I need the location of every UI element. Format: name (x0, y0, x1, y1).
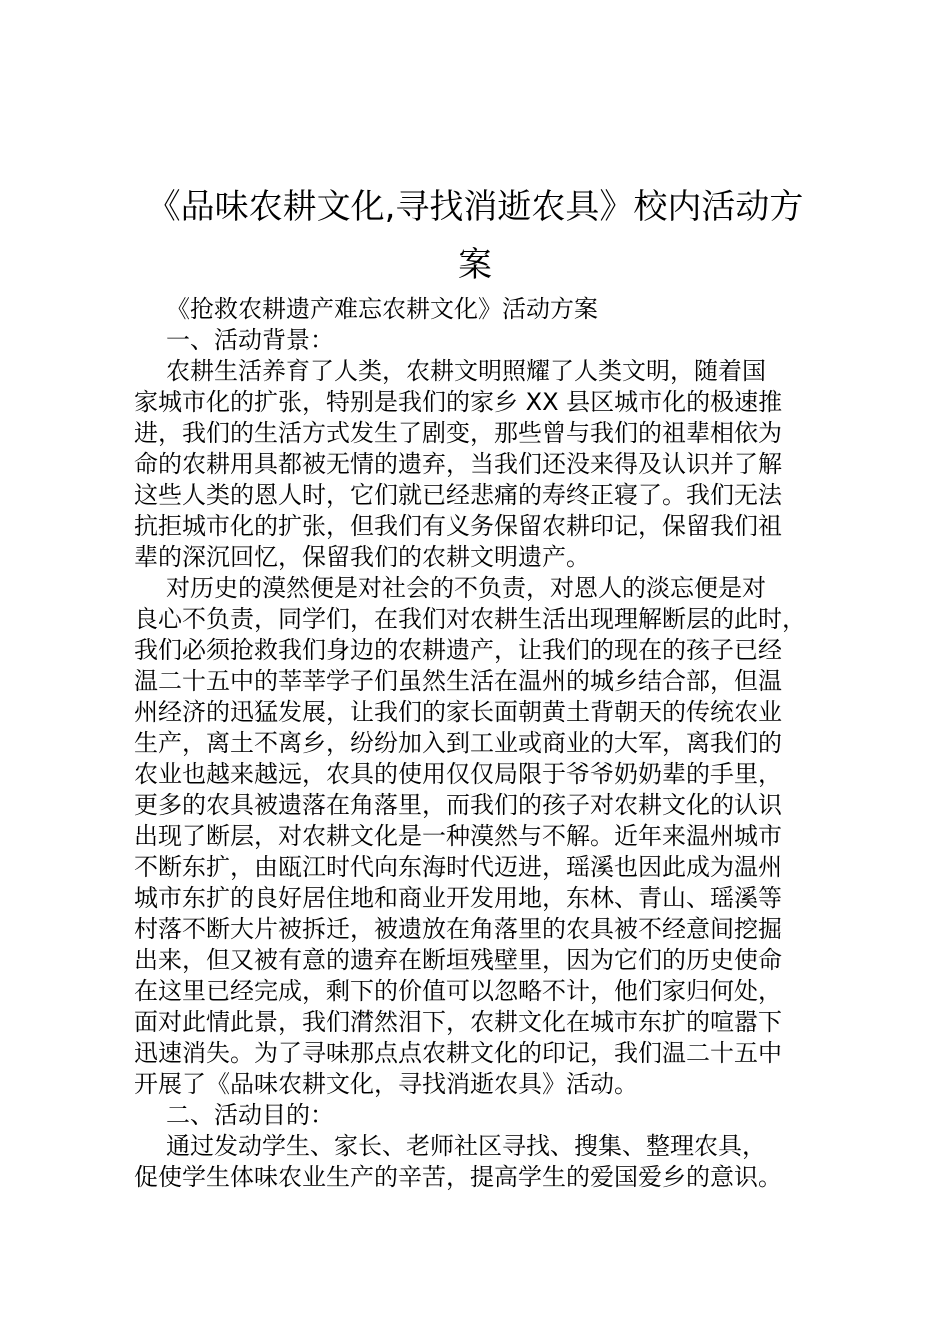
subtitle: 《抢救农耕遗产难忘农耕文化》活动方案 (166, 295, 598, 323)
paragraph-line: 对历史的漠然便是对社会的不负责，对恩人的淡忘便是对 (166, 574, 766, 602)
paragraph-line: 家城市化的扩张，特别是我们的家乡 XX 县区城市化的极速推 (134, 388, 783, 416)
paragraph-line: 出来，但又被有意的遗弃在断垣残壁里，因为它们的历史使命 (134, 946, 782, 974)
paragraph-line: 更多的农具被遗落在角落里，而我们的孩子对农耕文化的认识 (134, 791, 782, 819)
paragraph-line: 州经济的迅猛发展，让我们的家长面朝黄土背朝天的传统农业 (134, 698, 782, 726)
paragraph-history (134, 573, 834, 1100)
paragraph-line: 这些人类的恩人时，它们就已经悲痛的寿终正寝了。我们无法 (134, 481, 782, 509)
paragraph-line: 生产，离土不离乡，纷纷加入到工业或商业的大军，离我们的 (134, 729, 782, 757)
paragraph-line: 农耕生活养育了人类，农耕文明照耀了人类文明，随着国 (166, 357, 766, 385)
paragraph-line: 温二十五中的莘莘学子们虽然生活在温州的城乡结合部，但温 (134, 667, 782, 695)
paragraph-line: 不断东扩，由瓯江时代向东海时代迈进，瑶溪也因此成为温州 (134, 853, 782, 881)
paragraph-line: 开展了《品味农耕文化，寻找消逝农具》活动。 (134, 1070, 638, 1098)
paragraph-line: 良心不负责，同学们，在我们对农耕生活出现理解断层的此时， (134, 605, 806, 633)
document-body (134, 294, 834, 1193)
paragraph-line: 面对此情此景，我们潸然泪下，农耕文化在城市东扩的喧嚣下 (134, 1008, 782, 1036)
section-heading-background: 一、活动背景： (166, 326, 334, 354)
paragraph-line: 迅速消失。为了寻味那点点农耕文化的印记，我们温二十五中 (134, 1039, 782, 1067)
paragraph-purpose (134, 1131, 834, 1193)
paragraph-line: 出现了断层，对农耕文化是一种漠然与不解。近年来温州城市 (134, 822, 782, 850)
paragraph-line: 在这里已经完成，剩下的价值可以忽略不计，他们家归何处， (134, 977, 782, 1005)
title-line-2: 案 (458, 245, 492, 285)
paragraph-line: 进，我们的生活方式发生了剧变，那些曾与我们的祖辈相依为 (134, 419, 782, 447)
paragraph-line: 辈的深沉回忆，保留我们的农耕文明遗产。 (134, 543, 590, 571)
paragraph-line: 通过发动学生、家长、老师社区寻找、搜集、整理农具， (166, 1132, 766, 1160)
paragraph-line: 命的农耕用具都被无情的遗弃，当我们还没来得及认识并了解 (134, 450, 782, 478)
paragraph-line: 抗拒城市化的扩张，但我们有义务保留农耕印记，保留我们祖 (134, 512, 782, 540)
paragraph-background (134, 356, 834, 573)
title-line-1: 《品味农耕文化,寻找消逝农具》校内活动方 (146, 187, 804, 227)
section-heading-purpose: 二、活动目的： (166, 1101, 334, 1129)
document-title (120, 178, 830, 294)
paragraph-line: 城市东扩的良好居住地和商业开发用地，东林、青山、瑶溪等 (134, 884, 782, 912)
paragraph-line: 我们必须抢救我们身边的农耕遗产，让我们的现在的孩子已经 (134, 636, 782, 664)
paragraph-line: 促使学生体味农业生产的辛苦，提高学生的爱国爱乡的意识。 (134, 1163, 782, 1191)
paragraph-line: 村落不断大片被拆迁，被遗放在角落里的农具被不经意间挖掘 (134, 915, 782, 943)
paragraph-line: 农业也越来越远，农具的使用仅仅局限于爷爷奶奶辈的手里， (134, 760, 782, 788)
